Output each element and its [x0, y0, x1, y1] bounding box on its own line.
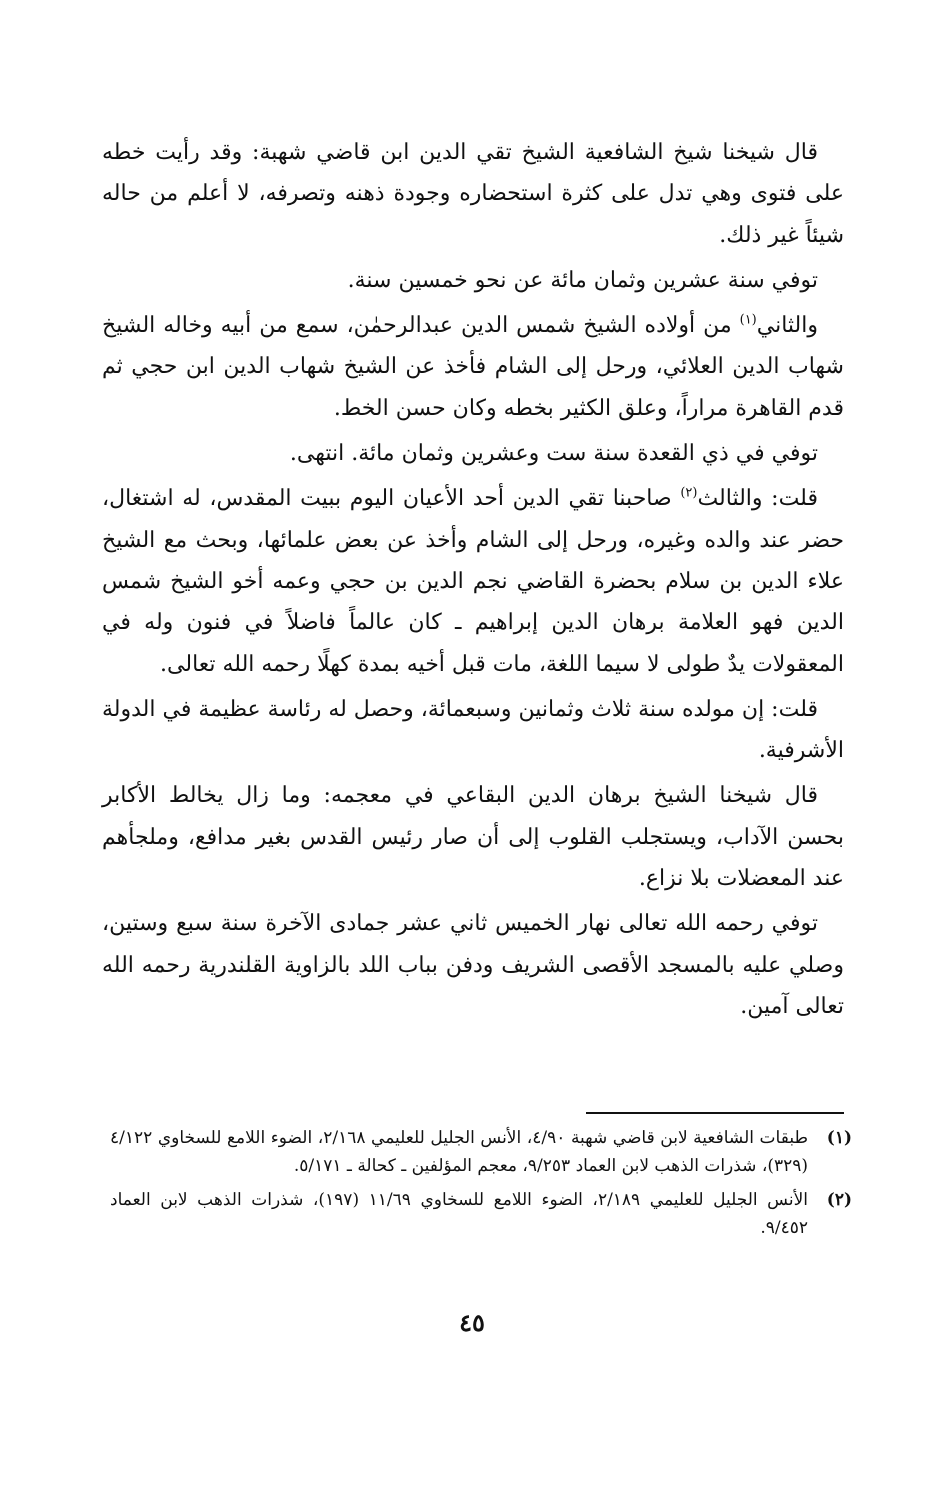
- paragraph-2-text: توفي سنة عشرين وثمان مائة عن نحو خمسين سنة.: [347, 267, 818, 293]
- footnote-ref-1[interactable]: (١): [739, 312, 757, 328]
- paragraph-1: [102, 132, 844, 256]
- footnote-separator: [586, 1112, 844, 1114]
- paragraph-4: [102, 433, 844, 474]
- footnote-1: [110, 1124, 852, 1180]
- paragraph-3-text-rest: من أولاده الشيخ شمس الدين عبدالرحمٰن، سمع من أبيه وخاله الشيخ شهاب الدين العلائي، ورحل إلى الشام فأخذ عن الشيخ شهاب الدين ابن حجي ثم قدم القاهرة مراراً، وعلق الكثير بخطه وكان حسن الخط.: [102, 313, 844, 421]
- main-text: [102, 132, 844, 1031]
- footnote-1-text: طبقات الشافعية لابن قاضي شهبة ٤/٩٠، الأنس الجليل للعليمي ٢/١٦٨، الضوء اللامع للسخاوي ٤/١٢٢ (٣٢٩)، شذرات الذهب لابن العماد ٩/٢٥٣، معجم المؤلفين ـ كحالة ـ ٥/١٧١.: [110, 1128, 808, 1176]
- paragraph-4-text: توفي في ذي القعدة سنة ست وعشرين وثمان مائة. انتهى.: [289, 441, 818, 467]
- footnote-2: [110, 1186, 852, 1242]
- paragraph-6-text: قلت: إن مولده سنة ثلاث وثمانين وسبعمائة، وحصل له رئاسة عظيمة في الدولة الأشرفية.: [102, 696, 844, 764]
- paragraph-1-text: قال شيخنا شيخ الشافعية الشيخ تقي الدين ابن قاضي شهبة: وقد رأيت خطه على فتوى وهي تدل على كثرة استحضاره وجودة ذهنه وتصرفه، لا أعلم من حاله شيئاً غير ذلك.: [102, 140, 844, 248]
- paragraph-3-text-start: والثاني: [756, 313, 818, 339]
- footnote-1-number: (١): [826, 1128, 852, 1148]
- footnote-2-number: (٢): [826, 1190, 852, 1210]
- paragraph-2: [102, 260, 844, 301]
- footnote-ref-2[interactable]: (٢): [680, 486, 698, 502]
- paragraph-5-text-start: قلت: والثالث: [697, 486, 818, 512]
- paragraph-7-text: قال شيخنا الشيخ برهان الدين البقاعي في معجمه: وما زال يخالط الأكابر بحسن الآداب، ويستجلب القلوب إلى أن صار رئيس القدس بغير مدافع، وملجأهم عند المعضلات بلا نزاع.: [102, 783, 844, 892]
- paragraph-3: [102, 305, 844, 429]
- page-number: ٤٥: [459, 1308, 485, 1337]
- paragraph-8-text: توفي رحمه الله تعالى نهار الخميس ثاني عشر جمادى الآخرة سنة سبع وستين، وصلي عليه بالمسجد الأقصى الشريف ودفن بباب اللد بالزاوية القلندرية رحمه الله تعالى آمين.: [102, 911, 844, 1019]
- paragraph-7: [102, 775, 844, 899]
- paragraph-6: [102, 689, 844, 772]
- paragraph-5-text-rest: صاحبنا تقي الدين أحد الأعيان اليوم ببيت المقدس، له اشتغال، حضر عند والده وغيره، ورحل إلى الشام وأخذ عن بعض علمائها، وبحث مع الشيخ علاء الدين بن سلام بحضرة القاضي نجم الدين بن حجي وعمه أخو الشيخ شمس الدين فهو العلامة برهان الدين إبراهيم ـ كان عالماً فاضلاً في فنون وله في المعقولات يدٌ طولى لا سيما اللغة، مات قبل أخيه بمدة كهلًا رحمه الله تعالى.: [102, 486, 844, 677]
- footnote-2-text: الأنس الجليل للعليمي ٢/١٨٩، الضوء اللامع للسخاوي ١١/٦٩ (١٩٧)، شذرات الذهب لابن العماد ٩/٤٥٢.: [110, 1190, 808, 1238]
- paragraph-8: [102, 903, 844, 1027]
- paragraph-5: [102, 478, 844, 684]
- footnotes-section: [110, 1124, 852, 1248]
